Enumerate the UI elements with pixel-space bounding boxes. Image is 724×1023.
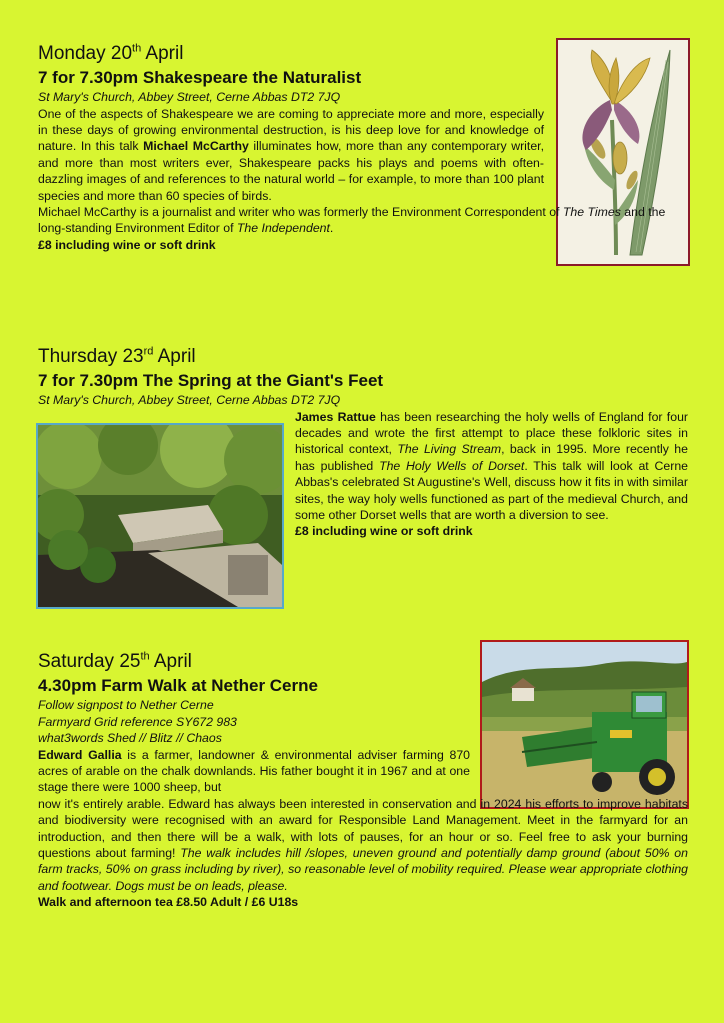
event-what3words: what3words Shed // Blitz // Chaos xyxy=(38,731,222,745)
event-price: Walk and afternoon tea £8.50 Adult / £6 U18s xyxy=(38,895,299,910)
event-title: 7 for 7.30pm Shakespeare the Naturalist xyxy=(38,68,362,87)
event-description: One of the aspects of Shakespeare we are coming to appreciate more and more, especially in these days of growing environmental destruction, is his deep love for and knowledge of nature. In this talk Michael McCarthy illuminates how, more than any contemporary writer, and more than most writers ever, Shakespeare packs his plays and poems with often-dazzling images of and references to the natural world – for example, to more than 100 plant species and more than 60 species of birds. Michael McCarthy is a journalist and writer who was formerly the Environment Correspondent of The Times and the long-standing Environment Editor of The Independent. xyxy=(38,106,666,236)
event-directions: Follow signpost to Nether Cerne xyxy=(38,698,214,712)
event-description: Edward Gallia is a farmer, landowner & environmental adviser farming 870 acres of arable on the chalk downlands. His father bought it in 1967 and at one stage there were 1000 sheep, but now it's entirely arable. Edward has always been interested in conservation and in 2024 his efforts to improve habitats and biodiversity were recognised with an award for Responsible Land Management. Meet in the farmyard for an introduction, and then there will be a walk, with lots of pauses, for an hour or so. Feel free to ask your burning questions about farming! The walk includes hill /slopes, uneven ground and potentially damp ground (about 50% on farm tracks, 50% on grass including by river), so reasonable level of mobility required. Please wear appropriate clothing and footwear. Dogs must be on leads, please. xyxy=(38,747,688,893)
event-description: James Rattue has been researching the holy wells of England for four decades and wrote the first attempt to place these folkloric sites in historical context, The Living Stream, back in 1995. More recently he has published The Holy Wells of Dorset. This talk will look at Cerne Abbas's celebrated St Augustine's Well, discuss how it fits in with similar sites, the way holy wells functioned as part of the medieval Church, and some other Dorset wells that are worth a diversion to see. xyxy=(295,409,689,522)
event-date: Saturday 25th April xyxy=(38,650,192,672)
event-title: 4.30pm Farm Walk at Nether Cerne xyxy=(38,676,318,695)
event-shakespeare xyxy=(38,42,688,253)
speaker-name: Edward Gallia xyxy=(38,747,122,762)
event-price: £8 including wine or soft drink xyxy=(295,524,473,539)
event-venue: St Mary's Church, Abbey Street, Cerne Abbas DT2 7JQ xyxy=(38,393,341,407)
speaker-name: James Rattue xyxy=(295,409,376,424)
event-title: 7 for 7.30pm The Spring at the Giant's Feet xyxy=(38,371,384,390)
event-grid-reference: Farmyard Grid reference SY672 983 xyxy=(38,714,237,729)
event-date: Monday 20th April xyxy=(38,42,184,64)
event-farm-walk xyxy=(38,650,688,911)
event-spring-giants-feet xyxy=(38,345,688,540)
speaker-name: Michael McCarthy xyxy=(143,139,249,154)
event-venue: St Mary's Church, Abbey Street, Cerne Abbas DT2 7JQ xyxy=(38,90,341,104)
event-date: Thursday 23rd April xyxy=(38,345,196,367)
event-price: £8 including wine or soft drink xyxy=(38,237,216,252)
